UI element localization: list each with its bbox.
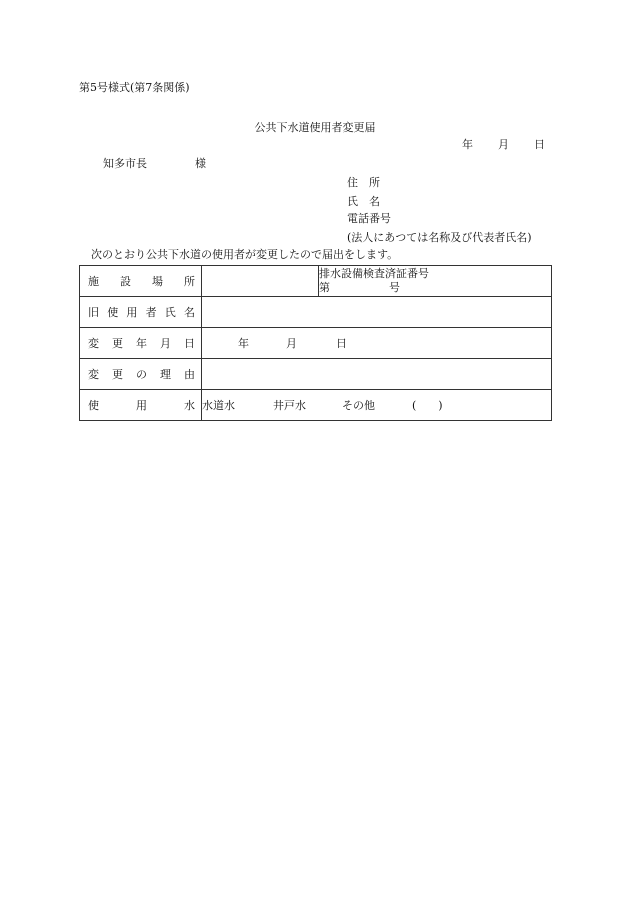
applicant-phone-label: 電話番号 bbox=[347, 212, 391, 225]
date-month-label: 月 bbox=[498, 138, 509, 151]
name-label-text: 氏 名 bbox=[347, 195, 380, 208]
addressee bbox=[103, 157, 206, 171]
change-date-label-text: 変更年月日 bbox=[88, 337, 195, 350]
water-source-label-text: 使 用 水 bbox=[88, 399, 195, 412]
permit-number-field[interactable] bbox=[319, 266, 552, 297]
water-option-tap[interactable]: 水道水 bbox=[202, 399, 235, 412]
change-date-label bbox=[80, 328, 202, 359]
table-row-change-reason bbox=[80, 359, 552, 390]
change-date-field[interactable] bbox=[202, 328, 552, 359]
facility-location-field[interactable] bbox=[202, 266, 319, 297]
applicant-corporate-note: (法人にあつては名称及び代表者氏名) bbox=[347, 231, 532, 244]
table-row-change-date bbox=[80, 328, 552, 359]
addressee-title: 知多市長 bbox=[103, 157, 147, 170]
form-number: 第5号様式(第7条関係) bbox=[79, 81, 190, 94]
addressee-honorific: 様 bbox=[195, 157, 206, 170]
water-option-other-detail[interactable]: ( ) bbox=[412, 399, 443, 412]
applicant-address-label bbox=[347, 176, 380, 190]
change-date-month: 月 bbox=[286, 337, 297, 350]
facility-location-label bbox=[80, 266, 202, 297]
address-label-text: 住 所 bbox=[347, 176, 380, 189]
water-source-options bbox=[202, 390, 552, 421]
change-reason-label-text: 変更の理由 bbox=[88, 368, 195, 381]
water-source-label bbox=[80, 390, 202, 421]
document-title: 公共下水道使用者変更届 bbox=[254, 121, 376, 134]
change-reason-field[interactable] bbox=[202, 359, 552, 390]
permit-number-line bbox=[319, 281, 551, 295]
intro-statement: 次のとおり公共下水道の使用者が変更したので届出をします。 bbox=[91, 248, 399, 261]
table-row-water bbox=[80, 390, 552, 421]
change-date-year: 年 bbox=[238, 337, 249, 350]
previous-user-label bbox=[80, 297, 202, 328]
previous-user-field[interactable] bbox=[202, 297, 552, 328]
change-date-day: 日 bbox=[336, 337, 347, 350]
date-day-label: 日 bbox=[534, 138, 545, 151]
submission-date-line bbox=[462, 138, 545, 152]
date-year-label: 年 bbox=[462, 138, 473, 151]
previous-user-label-text: 旧使用者氏名 bbox=[88, 306, 195, 319]
table-row-facility bbox=[80, 266, 552, 297]
water-option-well[interactable]: 井戸水 bbox=[273, 399, 306, 412]
water-option-other[interactable]: その他 bbox=[342, 399, 375, 412]
facility-location-label-text: 施 設 場 所 bbox=[88, 275, 195, 288]
permit-number-label: 排水設備検査済証番号 bbox=[319, 267, 429, 280]
permit-suffix: 号 bbox=[389, 281, 400, 294]
change-reason-label bbox=[80, 359, 202, 390]
table-row-previous-user bbox=[80, 297, 552, 328]
applicant-name-label bbox=[347, 195, 380, 209]
notification-form-table bbox=[79, 265, 552, 421]
permit-prefix: 第 bbox=[319, 281, 330, 294]
